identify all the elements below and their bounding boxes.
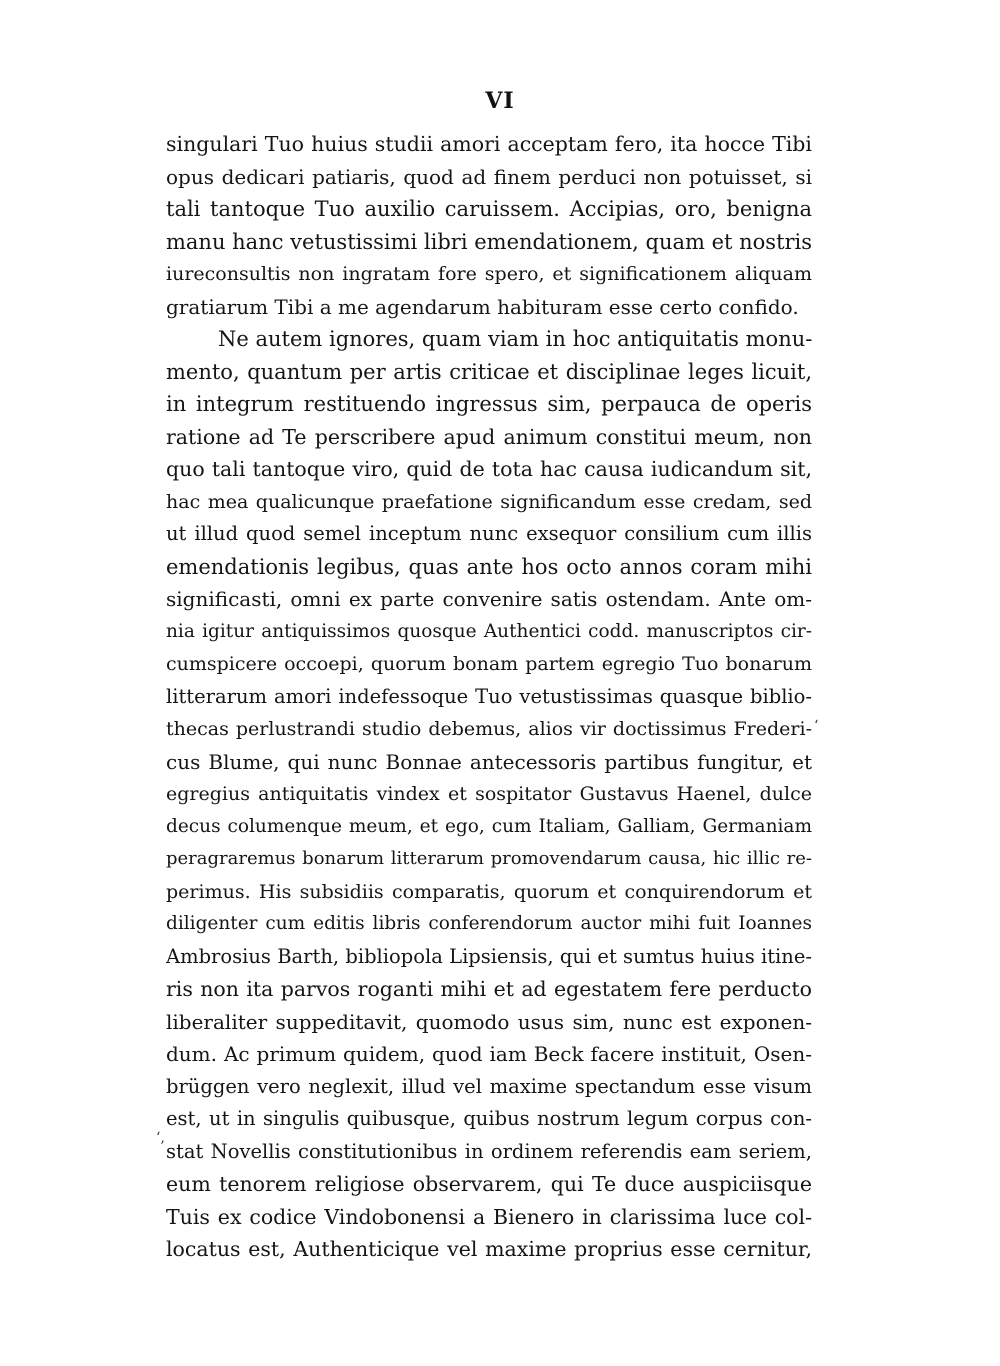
text-line: iureconsultis non ingratam fore spero, et significationem aliquam xyxy=(166,263,812,285)
text-line: liberaliter suppeditavit, quomodo usus sim, nunc est exponen- xyxy=(166,1009,812,1034)
margin-mark: ʻ, xyxy=(156,1130,165,1146)
paragraph-1 xyxy=(166,128,812,323)
text-line: thecas perlustrandi studio debemus, alios vir doctissimus Frederi- xyxy=(166,718,812,740)
text-line: cus Blume, qui nunc Bonnae antecessoris partibus fungitur, et xyxy=(166,749,812,774)
text-line: cumspicere occoepi, quorum bonam partem egregio Tuo bonarum xyxy=(166,653,812,675)
text-line: hac mea qualicunque praefatione significandum esse credam, sed xyxy=(166,490,812,513)
text-line: tali tantoque Tuo auxilio caruissem. Accipias, oro, benigna xyxy=(166,197,812,221)
text-line: significasti, omni ex parte convenire satis ostendam. Ante om- xyxy=(166,587,812,611)
text-line: Ne autem ignores, quam viam in hoc antiquitatis monu- xyxy=(218,327,812,351)
text-line: quo tali tantoque viro, quid de tota hac causa iudicandum sit, xyxy=(166,457,812,481)
text-line: litterarum amori indefessoque Tuo vetustissimas quasque biblio- xyxy=(166,684,812,708)
paragraph-2 xyxy=(166,323,812,1266)
text-line: perimus. His subsidiis comparatis, quorum et conquirendorum et xyxy=(166,880,812,903)
text-line: emendationis legibus, quas ante hos octo annos coram mihi xyxy=(166,554,812,579)
text-line: opus dedicari patiaris, quod ad finem perduci non potuisset, si xyxy=(166,164,812,189)
text-line: brüggen vero neglexit, illud vel maxime spectandum esse visum xyxy=(166,1074,812,1098)
text-line: nia igitur antiquissimos quosque Authentici codd. manuscriptos cir- xyxy=(166,620,812,642)
text-line: dum. Ac primum quidem, quod iam Beck facere instituit, Osen- xyxy=(166,1042,812,1066)
text-line: peragraremus bonarum litterarum promovendarum causa, hic illic re- xyxy=(166,848,812,869)
body-text xyxy=(166,128,812,1266)
text-line: manu hanc vetustissimi libri emendationem, quam et nostris xyxy=(166,229,812,254)
text-line: singulari Tuo huius studii amori acceptam fero, ita hocce Tibi xyxy=(166,132,812,156)
text-line: in integrum restituendo ingressus sim, perpauca de operis xyxy=(166,392,812,416)
text-line: locatus est, Authenticique vel maxime proprius esse cernitur, xyxy=(166,1237,812,1261)
text-line: Ambrosius Barth, bibliopola Lipsiensis, qui et sumtus huius itine- xyxy=(166,944,812,968)
text-line: mento, quantum per artis criticae et disciplinae leges licuit, xyxy=(166,359,812,384)
text-line: decus columenque meum, et ego, cum Italiam, Galliam, Germaniam xyxy=(166,815,812,837)
page-number: VI xyxy=(485,88,515,114)
text-line: ut illud quod semel inceptum nunc exsequor consilium cum illis xyxy=(166,522,812,545)
text-line: diligenter cum editis libris conferendorum auctor mihi fuit Ioannes xyxy=(166,913,812,934)
text-line: egregius antiquitatis vindex et sospitator Gustavus Haenel, dulce xyxy=(166,783,812,805)
text-line: gratiarum Tibi a me agendarum habituram esse certo confido. xyxy=(166,294,799,319)
text-line: eum tenorem religiose observarem, qui Te duce auspiciisque xyxy=(166,1172,812,1196)
text-line: ris non ita parvos roganti mihi et ad egestatem fere perducto xyxy=(166,977,812,1001)
text-line: ratione ad Te perscribere apud animum constitui meum, non xyxy=(166,424,812,449)
text-line: stat Novellis constitutionibus in ordinem referendis eam seriem, xyxy=(166,1139,812,1163)
text-line: est, ut in singulis quibusque, quibus nostrum legum corpus con- xyxy=(166,1107,812,1130)
margin-mark: ‘ xyxy=(814,718,819,734)
text-line: Tuis ex codice Vindobonensi a Bienero in clarissima luce col- xyxy=(166,1204,812,1229)
